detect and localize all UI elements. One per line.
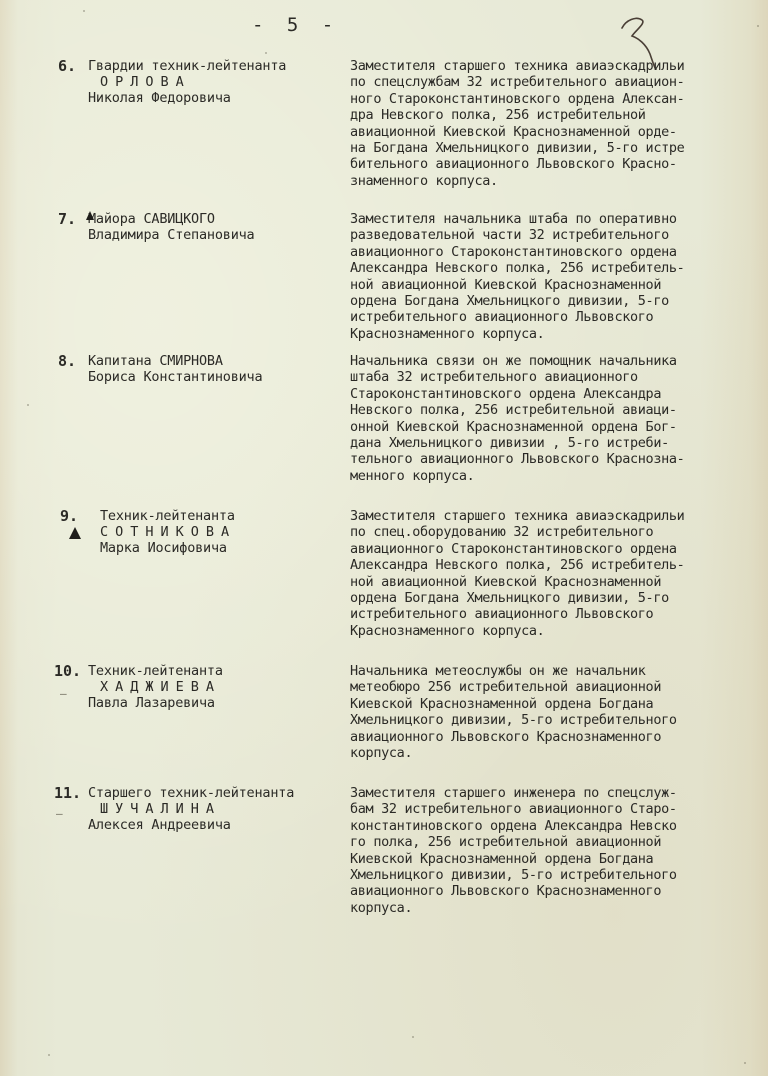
position-line: на Богдана Хмельницкого дивизии, 5-го истре <box>350 140 685 157</box>
person-block <box>88 353 348 385</box>
entry-number: 9. <box>60 507 79 525</box>
person-block <box>88 58 348 106</box>
scan-speck <box>744 1062 746 1064</box>
scan-speck <box>412 1036 414 1038</box>
position-text <box>350 785 768 916</box>
position-line: Заместителя старшего инженера по спецслуж- <box>350 785 677 801</box>
person-rank: Техник-лейтенанта <box>88 663 223 679</box>
position-line: го полка, 256 истребительной авиационной <box>350 834 662 851</box>
position-line: по спецслужбам 32 истребительного авиацион- <box>350 74 685 91</box>
position-line: Невского полка, 256 истребительной авиаци- <box>350 402 677 419</box>
position-text <box>350 508 768 639</box>
position-line: онной Киевской Краснознаменной ордена Бог- <box>350 418 677 435</box>
margin-dash-icon: – <box>60 687 67 700</box>
position-line: тельного авиационного Львовского Краснозна- <box>350 451 685 468</box>
person-rank: Техник-лейтенанта <box>100 508 235 524</box>
position-line: по спец.оборудованию 32 истребительного <box>350 524 654 541</box>
person-rank: Старшего техник-лейтенанта <box>88 785 295 801</box>
scan-speck <box>265 52 267 54</box>
ink-blot-icon <box>86 211 94 220</box>
person-surname: ШУЧАЛИНА <box>100 801 222 817</box>
entry-number: 8. <box>58 352 77 370</box>
person-given-names: Марка Иосифовича <box>100 540 227 556</box>
position-line: Киевской Краснознаменной ордена Богдана <box>350 695 654 712</box>
position-text <box>350 211 768 342</box>
position-line: дана Хмельницкого дивизии , 5-го истреби- <box>350 435 669 452</box>
person-given-names: Владимира Степановича <box>88 227 255 243</box>
person-block <box>100 508 360 556</box>
scan-speck <box>27 404 29 406</box>
position-line: авиационного Львовского Краснознаменного <box>350 728 662 745</box>
position-line: штаба 32 истребительного авиационного <box>350 369 638 386</box>
position-line: константиновского ордена Александра Невско <box>350 817 677 834</box>
position-line: ной авиационной Киевской Краснознаменной <box>350 276 662 293</box>
position-line: Киевской Краснознаменной ордена Богдана <box>350 850 654 867</box>
position-line: авиационного Староконстантиновского ордена <box>350 540 677 557</box>
position-line: истребительного авиационного Львовского <box>350 309 654 326</box>
person-surname: СОТНИКОВА <box>100 524 237 540</box>
position-line: Александра Невского полка, 256 истребитель- <box>350 260 685 277</box>
position-line: Заместителя начальника штаба по оперативно <box>350 211 677 227</box>
entry-number: 10. <box>54 662 82 680</box>
position-line: Заместителя старшего техника авиаэскадрильи <box>350 58 685 74</box>
scan-speck <box>83 10 85 12</box>
position-line: ордена Богдана Хмельницкого дивизии, 5-го <box>350 590 669 607</box>
position-line: разведовательной части 32 истребительного <box>350 227 669 244</box>
person-given-names: Николая Федоровича <box>88 90 231 106</box>
position-line: Хмельницкого дивизии, 5-го истребительного <box>350 867 677 884</box>
position-line: корпуса. <box>350 745 413 762</box>
position-text <box>350 353 768 484</box>
entry-number: 7. <box>58 210 77 228</box>
position-line: Краснознаменного корпуса. <box>350 622 545 639</box>
position-text <box>350 663 768 761</box>
position-line: авиационного Львовского Краснознаменного <box>350 883 662 900</box>
person-block <box>88 785 348 833</box>
position-line: метеобюро 256 истребительной авиационной <box>350 679 662 696</box>
scan-speck <box>757 25 759 27</box>
position-line: Начальника связи он же помощник начальника <box>350 353 677 369</box>
position-line: ордена Богдана Хмельницкого дивизии, 5-го <box>350 293 669 310</box>
person-rank: Гвардии техник-лейтенанта <box>88 58 287 74</box>
page-number: - 5 - <box>252 14 340 36</box>
position-line: ного Староконстантиновского ордена Алексан- <box>350 90 685 107</box>
position-line: Александра Невского полка, 256 истребитель- <box>350 557 685 574</box>
person-surname: ХАДЖИЕВА <box>100 679 222 695</box>
entry-number: 11. <box>54 784 82 802</box>
position-line: корпуса. <box>350 899 413 916</box>
position-line: Хмельницкого дивизии, 5-го истребительного <box>350 712 677 729</box>
position-line: менного корпуса. <box>350 467 475 484</box>
position-line: дра Невского полка, 256 истребительной <box>350 107 646 124</box>
position-line: Староконстантиновского ордена Александра <box>350 385 662 402</box>
person-block <box>88 663 348 711</box>
person-surname: ОРЛОВА <box>100 74 191 90</box>
position-line: Краснознаменного корпуса. <box>350 325 545 342</box>
margin-dash-icon: — <box>56 807 63 820</box>
person-block <box>88 211 348 243</box>
person-given-names: Бориса Константиновича <box>88 369 263 385</box>
ink-blot-icon <box>69 527 81 539</box>
position-line: бительного авиационного Львовского Красно- <box>350 156 677 173</box>
position-line: бам 32 истребительного авиационного Старо- <box>350 801 677 818</box>
position-line: авиационной Киевской Краснознаменной орде- <box>350 123 677 140</box>
person-rank-surname: Майора САВИЦКОГО <box>88 211 215 227</box>
entry-number: 6. <box>58 57 77 75</box>
position-line: авиационного Староконстантиновского ордена <box>350 243 677 260</box>
person-given-names: Алексея Андреевича <box>88 817 231 833</box>
position-line: истребительного авиационного Львовского <box>350 606 654 623</box>
scan-speck <box>48 1054 50 1056</box>
position-line: Начальника метеослужбы он же начальник <box>350 663 646 679</box>
position-line: Заместителя старшего техника авиаэскадрильи <box>350 508 685 524</box>
position-line: ной авиационной Киевской Краснознаменной <box>350 573 662 590</box>
position-text <box>350 58 768 189</box>
person-given-names: Павла Лазаревича <box>88 695 215 711</box>
person-rank-surname: Капитана СМИРНОВА <box>88 353 223 369</box>
position-line: знаменного корпуса. <box>350 172 498 189</box>
